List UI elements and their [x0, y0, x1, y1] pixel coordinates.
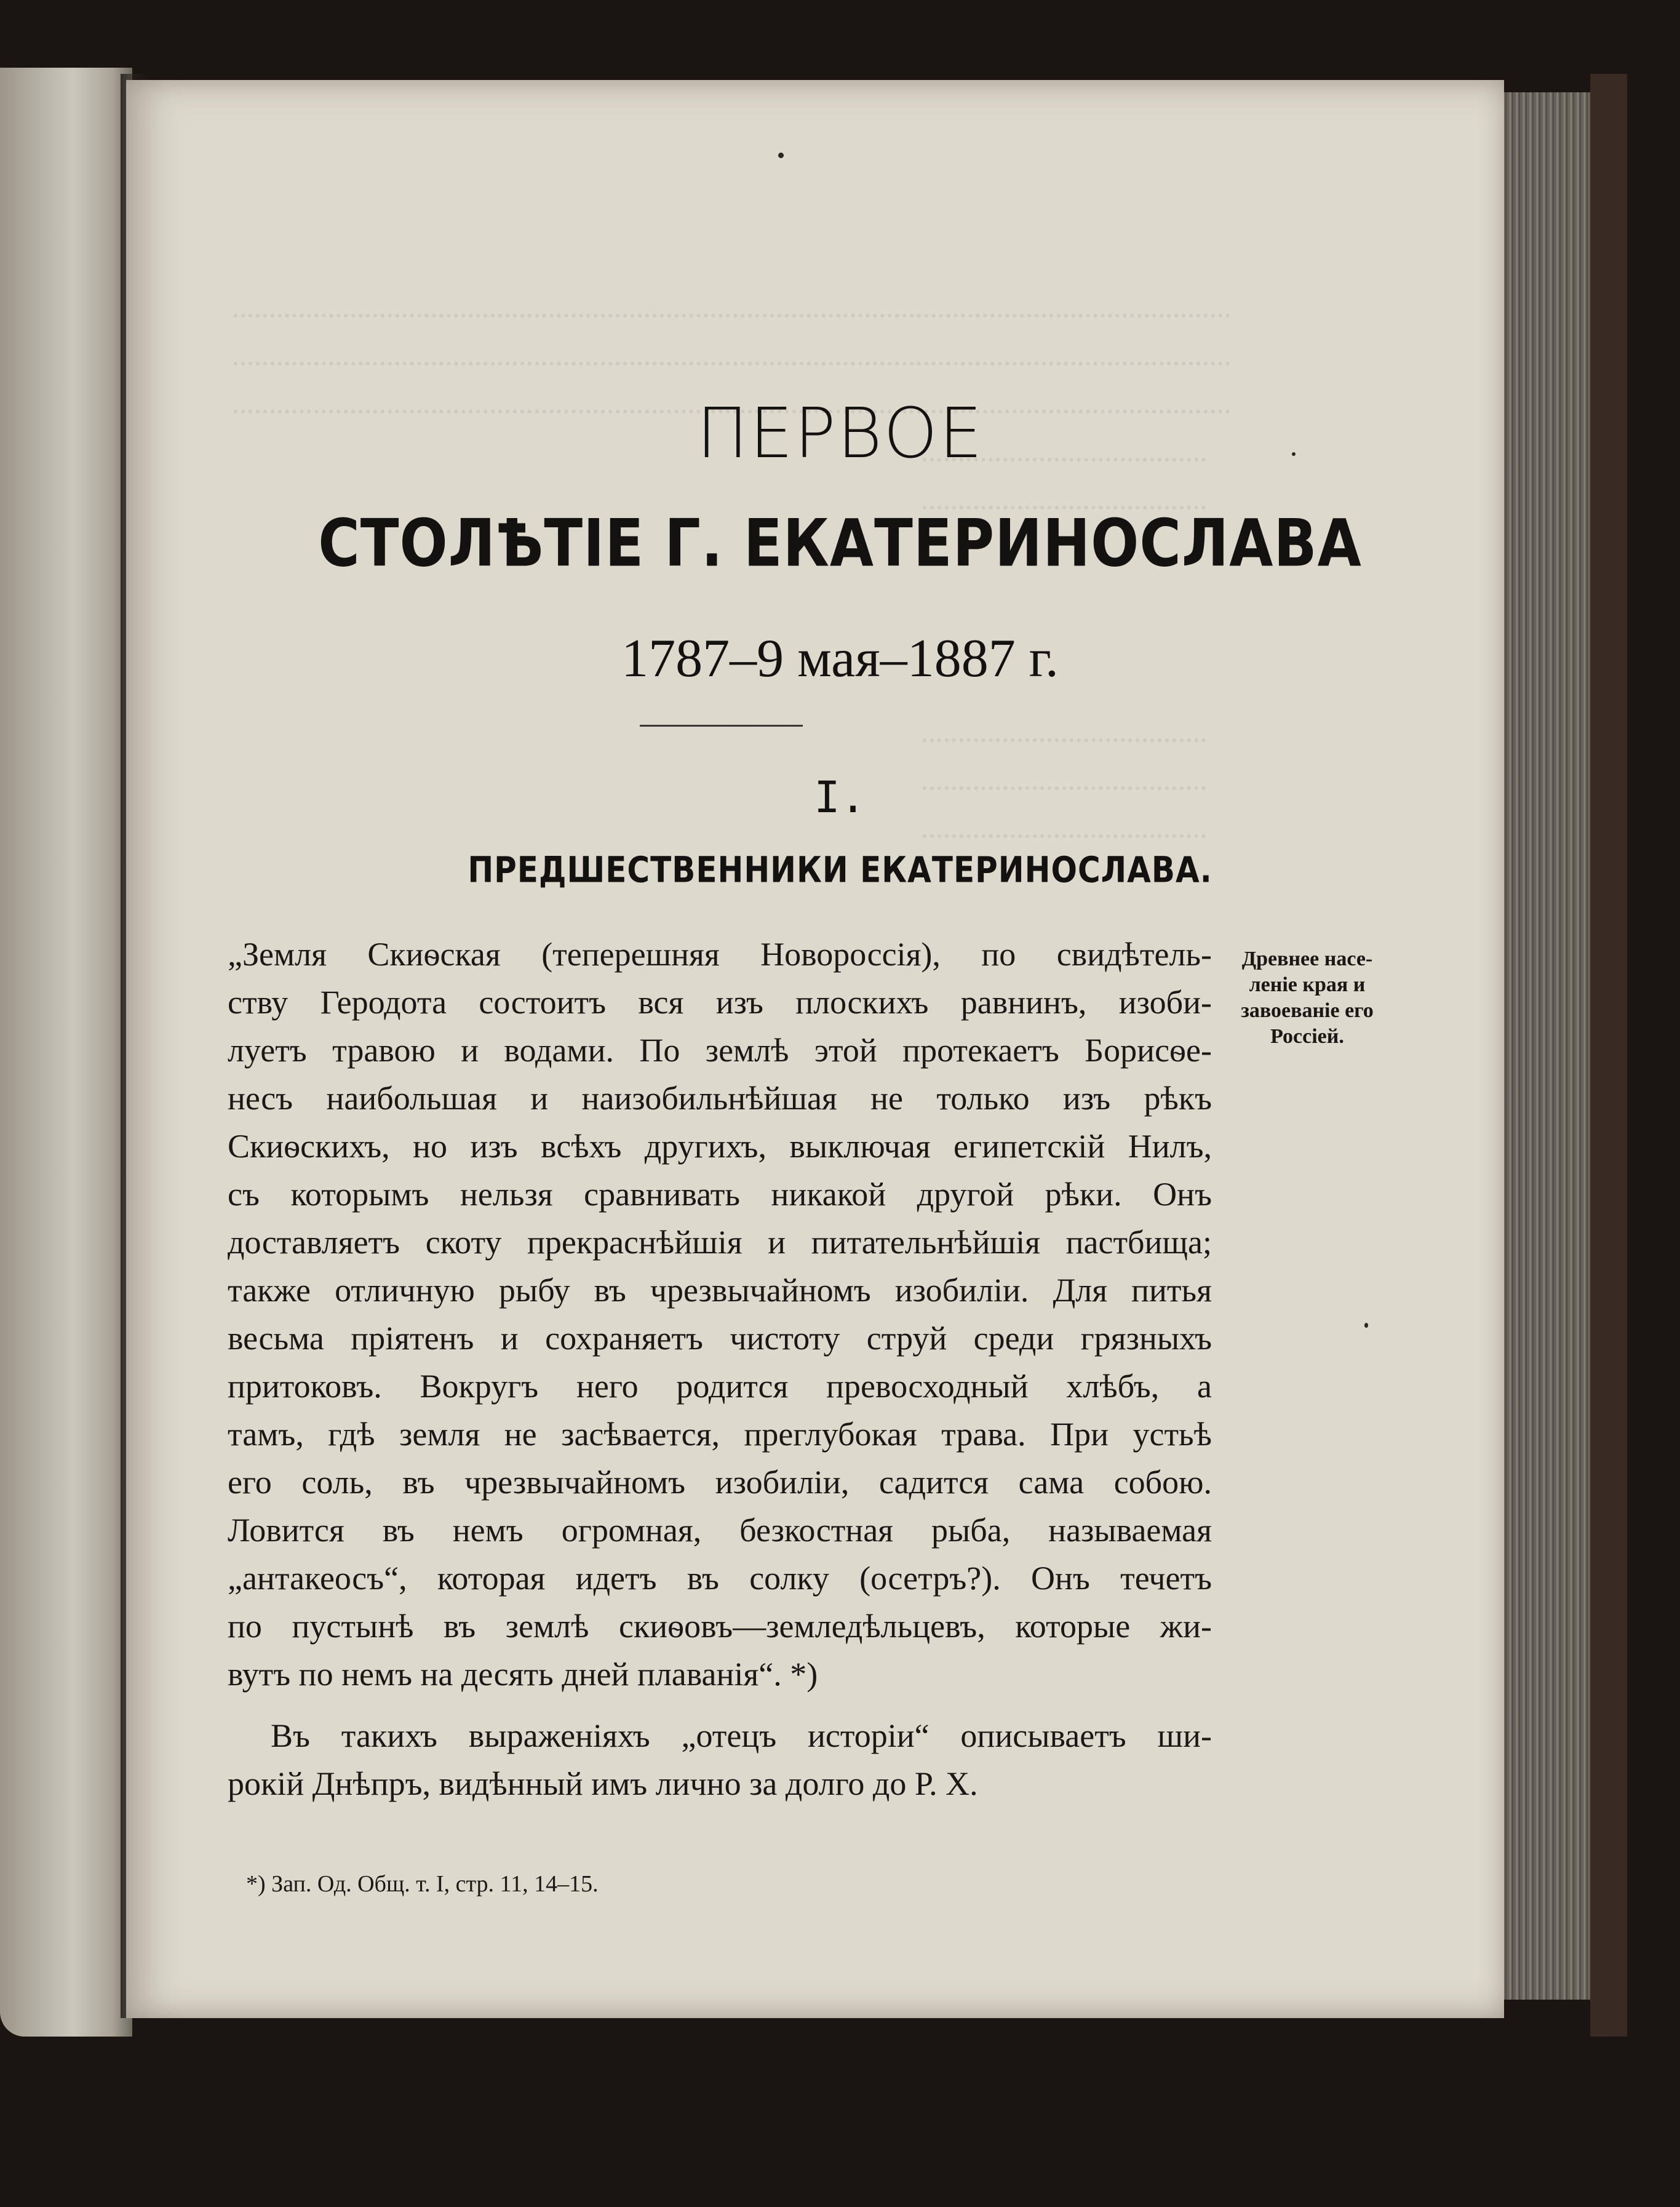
page-stack-edge [1501, 92, 1593, 2000]
ink-speck [1364, 1323, 1368, 1328]
body-line: притоковъ. Вокругъ него родится превосходный хлѣбъ, а [228, 1368, 1212, 1405]
body-line: „антакеосъ“, которая идетъ въ солку (осетръ?). Онъ течетъ [228, 1560, 1212, 1597]
body-line: несъ наибольшая и наизобильнѣйшая не только изъ рѣкъ [228, 1080, 1212, 1117]
section-number: I. [814, 772, 866, 823]
body-line: вутъ по немъ на десять дней плаванія“. *) [228, 1656, 818, 1693]
margin-note [1224, 946, 1390, 1050]
title-line-3: 1787–9 мая–1887 г. [621, 629, 1059, 688]
body-line: также отличную рыбу въ чрезвычайномъ изобиліи. Для питья [228, 1272, 1212, 1309]
ink-speck [778, 153, 784, 158]
body-line: Въ такихъ выраженіяхъ „отецъ исторіи“ описываетъ ши- [271, 1717, 1212, 1754]
body-line: съ которымъ нельзя сравнивать никакой другой рѣки. Онъ [228, 1176, 1212, 1213]
title-divider [640, 725, 803, 727]
body-line: по пустынѣ въ землѣ скиѳовъ—земледѣльцевъ, которые жи- [228, 1608, 1212, 1645]
left-page [0, 68, 132, 2037]
body-line: его соль, въ чрезвычайномъ изобиліи, садится сама собою. [228, 1464, 1212, 1501]
body-line: „Земля Скиѳская (теперешняя Новороссія), по свидѣтель- [228, 936, 1212, 973]
body-line: Скиѳскихъ, но изъ всѣхъ другихъ, выключая египетскій Нилъ, [228, 1128, 1212, 1165]
body-line: Ловится въ немъ огромная, безкостная рыба, называемая [228, 1512, 1212, 1549]
margin-note-line: Россіей. [1270, 1025, 1344, 1048]
body-line: луетъ травою и водами. По землѣ этой протекаетъ Борисѳе- [228, 1032, 1212, 1069]
body-line: тамъ, гдѣ земля не засѣвается, преглубокая трава. При устьѣ [228, 1416, 1212, 1453]
body-line: рокій Днѣпръ, видѣнный имъ лично за долго до Р. Х. [228, 1765, 978, 1802]
margin-note-line: леніе края и [1249, 973, 1366, 996]
title-line-1: ПЕРВОЕ [696, 394, 984, 474]
margin-note-line: Древнее насе- [1241, 948, 1373, 970]
section-heading: ПРЕДШЕСТВЕННИКИ ЕКАТЕРИНОСЛАВА. [468, 849, 1212, 891]
margin-note-line: завоеваніе его [1241, 999, 1374, 1022]
title-line-2: СТОЛѢТІЕ Г. ЕКАТЕРИНОСЛАВА [318, 505, 1362, 582]
footnote: *) Зап. Од. Общ. т. I, стр. 11, 14–15. [246, 1871, 599, 1897]
body-line: весьма пріятенъ и сохраняетъ чистоту струй среди грязныхъ [228, 1320, 1212, 1357]
book-cover-edge [1590, 74, 1627, 2037]
body-line: ству Геродота состоитъ вся изъ плоскихъ равнинъ, изоби- [228, 984, 1212, 1021]
body-line: доставляетъ скоту прекраснѣйшія и питательнѣйшія пастбища; [228, 1224, 1212, 1261]
